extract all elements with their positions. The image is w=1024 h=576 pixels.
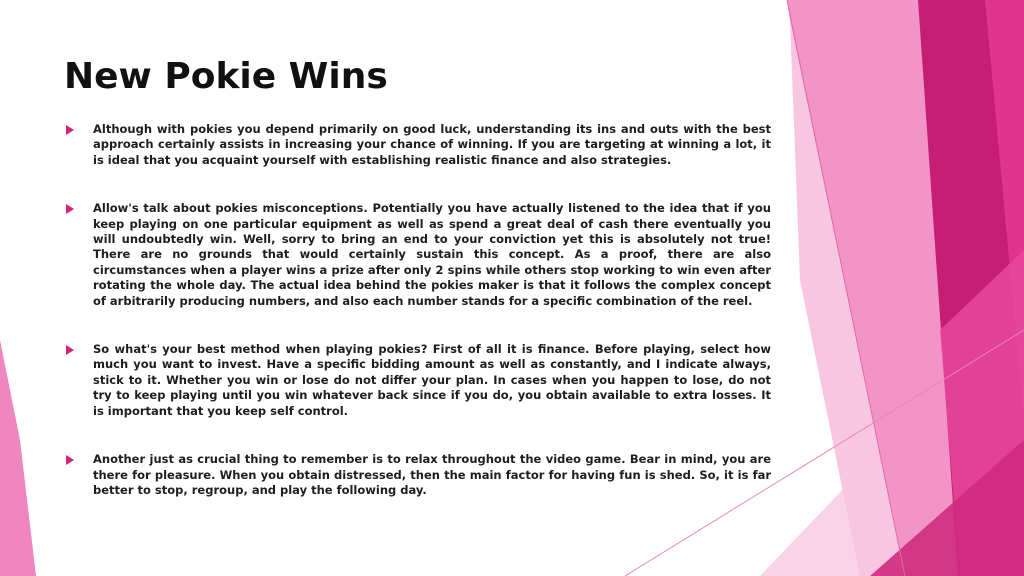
- bullet-arrow-icon: [66, 455, 74, 465]
- bullet-arrow-icon: [66, 204, 74, 214]
- left-edge-facet: [0, 340, 36, 576]
- bullet-text: Allow's talk about pokies misconceptions. Potentially you have actually listened to the idea that if you keep playing on one particular equipment as well as spend a great deal of cash there eventually you will undoubtedly win. Well, sorry to bring an end to your conviction yet this is absolutely not true! There are no grounds that would certainly sustain this concept. As a proof, there are also circumstances when a player wins a prize after only 2 spins while others stop working to win even after rotating the whole day. The actual idea behind the pokies maker is that it follows the complex concept of arbitrarily producing numbers, and also each number stands for a specific combination of the reel.: [93, 201, 771, 308]
- bullet-arrow-icon: [66, 125, 74, 135]
- page-title: New Pokie Wins: [64, 56, 388, 97]
- bullet-list: [64, 122, 771, 498]
- bullet-text: Another just as crucial thing to remember is to relax throughout the video game. Bear in mind, you are there for pleasure. When you obtain distressed, then the main factor for having fun is shed. So, it is far better to stop, regroup, and play the following day.: [93, 452, 771, 497]
- bullet-text: So what's your best method when playing pokies? First of all it is finance. Before playing, select how much you want to invest. Have a specific bidding amount as well as constantly, and I indicate always, stick to it. Whether you win or lose do not differ your plan. In cases when you happen to lose, do not try to keep playing until you win whatever back since if you do, you obtain available to extra losses. It is important that you keep self control.: [93, 342, 771, 418]
- bullet-text: Although with pokies you depend primarily on good luck, understanding its ins and outs with the best approach certainly assists in increasing your chance of winning. If you are targeting at winning a lot, it is ideal that you acquaint yourself with establishing realistic finance and also strategies.: [93, 122, 771, 167]
- bullet-item: [64, 201, 771, 309]
- bullet-arrow-icon: [66, 345, 74, 355]
- bullet-item: [64, 452, 771, 498]
- bullet-item: [64, 122, 771, 168]
- bullet-item: [64, 342, 771, 419]
